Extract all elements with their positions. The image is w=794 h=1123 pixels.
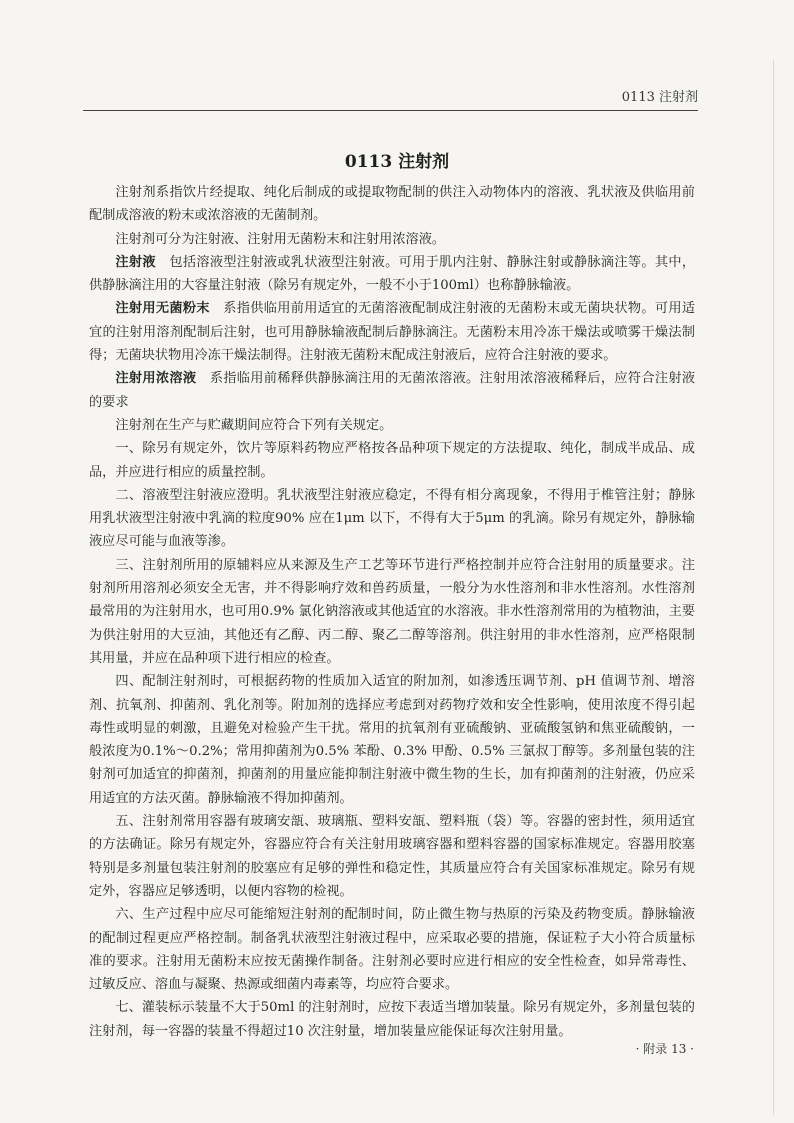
page-edge-line [773,60,774,1115]
term-powder: 注射用无菌粉末 [115,301,210,317]
page-number: · 附录 13 · [635,1042,694,1056]
powder-definition [89,297,695,367]
concentrate-definition [89,367,695,414]
rule-paragraph: 七、灌装标示装量不大于50ml 的注射剂时，应按下表适当增加装量。除另有规定外，多剂量包装的注射剂，每一容器的装量不得超过10 次注射量，增加装量应能保证每次注射用量。 [89,1000,695,1039]
term-concentrate: 注射用浓溶液 [115,371,197,387]
document-body [89,181,695,1043]
categories-paragraph: 注射剂可分为注射液、注射用无菌粉末和注射用浓溶液。 [115,231,446,247]
injection-definition [89,251,695,298]
page-title: 0113 注射剂 [344,152,450,172]
rule-paragraph: 五、注射剂常用容器有玻璃安瓿、玻璃瓶、塑料安瓿、塑料瓶（袋）等。容器的密封性，须用适宜的方法确证。除另有规定外，容器应符合有关注射用玻璃容器和塑料容器的国家标准规定。容器用胶塞特别是多剂量包装注射剂的胶塞应有足够的弹性和稳定性，其质量应符合有关国家标准规定。除另有规定外，容器应足够透明，以便内容物的检视。 [89,814,695,899]
rule-paragraph: 二、溶液型注射液应澄明。乳状液型注射液应稳定，不得有相分离现象，不得用于椎管注射；静脉用乳状液型注射液中乳滴的粒度90% 应在1μm 以下，不得有大于5μm 的乳滴。除另有规定外，静脉输液应尽可能与血液等渗。 [89,487,695,550]
intro-paragraph: 注射剂系指饮片经提取、纯化后制成的或提取物配制的供注入动物体内的溶液、乳状液及供临用前配制成溶液的粉末或浓溶液的无菌制剂。 [89,185,695,224]
injection-text: 包括溶液型注射液或乳状液型注射液。可用于肌内注射、静脉注射或静脉滴注等。其中，供静脉滴注用的大容量注射液（除另有规定外，一般不小于100ml）也称静脉输液。 [89,254,696,294]
rule-paragraph: 一、除另有规定外，饮片等原料药物应严格按各品种项下规定的方法提取、纯化，制成半成品、成品，并应进行相应的质量控制。 [89,441,695,480]
rule-paragraph: 四、配制注射剂时，可根据药物的性质加入适宜的附加剂，如渗透压调节剂、pH 值调节剂、增溶剂、抗氧剂、抑菌剂、乳化剂等。附加剂的选择应考虑到对药物疗效和安全性影响，使用浓度不得引起毒性或明显的刺激，且避免对检验产生干扰。常用的抗氧剂有亚硫酸钠、亚硫酸氢钠和焦亚硫酸钠，一般浓度为0.1%～0.2%；常用抑菌剂为0.5% 苯酚、0.3% 甲酚、0.5% 三氯叔丁醇等。多剂量包装的注射剂可加适宜的抑菌剂，抑菌剂的用量应能抑制注射液中微生物的生长，加有抑菌剂的注射液，仍应采用适宜的方法灭菌。静脉输液不得加抑菌剂。 [89,674,695,806]
storage-intro: 注射剂在生产与贮藏期间应符合下列有关规定。 [115,417,393,433]
concentrate-text: 系指临用前稀释供静脉滴注用的无菌浓溶液。注射用浓溶液稀释后，应符合注射液的要求 [89,371,696,410]
running-head: 0113 注射剂 [83,86,698,111]
rule-paragraph: 三、注射剂所用的原辅料应从来源及生产工艺等环节进行严格控制并应符合注射用的质量要求。注射剂所用溶剂必须安全无害，并不得影响疗效和兽药质量，一般分为水性溶剂和非水性溶剂。水性溶剂最常用的为注射用水，也可用0.9% 氯化钠溶液或其他适宜的水溶液。非水性溶剂常用的为植物油，主要为供注射用的大豆油，其他还有乙醇、丙二醇、聚乙二醇等溶剂。供注射用的非水性溶剂，应严格限制其用量，并应在品种项下进行相应的检查。 [89,557,695,666]
rule-paragraph: 六、生产过程中应尽可能缩短注射剂的配制时间，防止微生物与热原的污染及药物变质。静脉输液的配制过程更应严格控制。制备乳状液型注射液过程中，应采取必要的措施，保证粒子大小符合质量标准的要求。注射用无菌粉末应按无菌操作制备。注射剂必要时应进行相应的安全性检查，如异常毒性、过敏反应、溶血与凝聚、热源或细菌内毒素等，均应符合要求。 [89,907,695,993]
powder-text: 系指供临用前用适宜的无菌溶液配制成注射液的无菌粉末或无菌块状物。可用适宜的注射用溶剂配制后注射，也可用静脉输液配制后静脉滴注。无菌粉末用冷冻干燥法或喷雾干燥法制得；无菌块状物用冷冻干燥法制得。注射液无菌粉末配成注射液后，应符合注射液的要求。 [89,301,696,364]
term-injection: 注射液 [115,254,156,270]
